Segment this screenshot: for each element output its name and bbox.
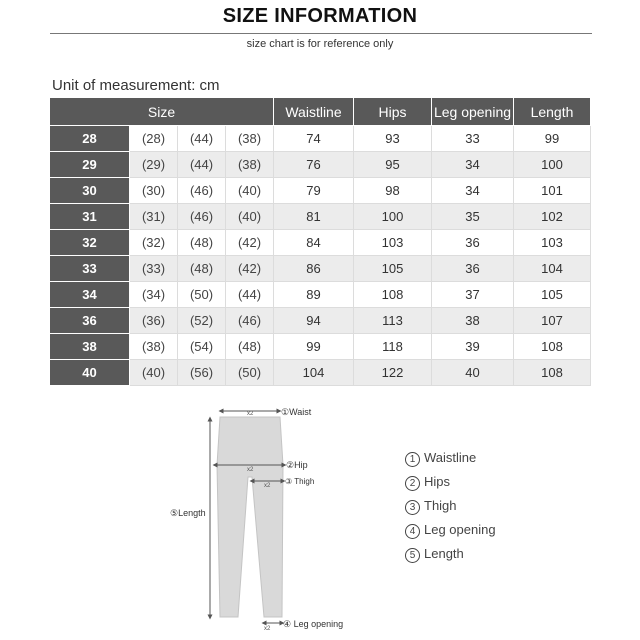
- legend-label: Leg opening: [424, 522, 496, 537]
- col-header-leg-opening: Leg opening: [432, 98, 514, 126]
- col-header-size: Size: [50, 98, 274, 126]
- alt-size-cell: (54): [178, 334, 226, 360]
- alt-size-cell: (50): [178, 282, 226, 308]
- measurement-cell: 39: [432, 334, 514, 360]
- measurement-cell: 107: [514, 308, 591, 334]
- size-cell: 38: [50, 334, 130, 360]
- alt-size-cell: (31): [130, 204, 178, 230]
- table-row: [50, 178, 591, 204]
- measurement-cell: 36: [432, 256, 514, 282]
- measurement-cell: 118: [354, 334, 432, 360]
- measurement-cell: 104: [274, 360, 354, 386]
- alt-size-cell: (29): [130, 152, 178, 178]
- alt-size-cell: (46): [226, 308, 274, 334]
- legend-item: [405, 498, 496, 522]
- col-header-length: Length: [514, 98, 591, 126]
- alt-size-cell: (40): [130, 360, 178, 386]
- alt-size-cell: (38): [226, 126, 274, 152]
- alt-size-cell: (56): [178, 360, 226, 386]
- alt-size-cell: (48): [178, 256, 226, 282]
- col-header-waistline: Waistline: [274, 98, 354, 126]
- alt-size-cell: (40): [226, 204, 274, 230]
- measurement-cell: 76: [274, 152, 354, 178]
- alt-size-cell: (42): [226, 230, 274, 256]
- alt-size-cell: (34): [130, 282, 178, 308]
- thigh-x2-label: x2: [264, 483, 271, 489]
- size-table: [49, 97, 591, 386]
- alt-size-cell: (48): [226, 334, 274, 360]
- measurement-legend: [405, 450, 496, 570]
- measurement-cell: 108: [514, 334, 591, 360]
- measurement-cell: 36: [432, 230, 514, 256]
- legend-label: Thigh: [424, 498, 457, 513]
- alt-size-cell: (33): [130, 256, 178, 282]
- alt-size-cell: (30): [130, 178, 178, 204]
- measurement-cell: 89: [274, 282, 354, 308]
- alt-size-cell: (40): [226, 178, 274, 204]
- legend-item: [405, 546, 496, 570]
- size-cell: 36: [50, 308, 130, 334]
- alt-size-cell: (48): [178, 230, 226, 256]
- size-cell: 30: [50, 178, 130, 204]
- waist-x2-label: x2: [247, 411, 254, 417]
- measurement-cell: 84: [274, 230, 354, 256]
- alt-size-cell: (38): [130, 334, 178, 360]
- size-cell: 31: [50, 204, 130, 230]
- measurement-cell: 113: [354, 308, 432, 334]
- measurement-cell: 74: [274, 126, 354, 152]
- size-cell: 29: [50, 152, 130, 178]
- size-cell: 34: [50, 282, 130, 308]
- leg-opening-label: ④ Leg opening: [283, 619, 344, 629]
- legend-number: 5: [405, 548, 420, 563]
- table-row: [50, 360, 591, 386]
- page-title: SIZE INFORMATION: [222, 5, 418, 27]
- alt-size-cell: (50): [226, 360, 274, 386]
- legend-label: Length: [424, 546, 464, 561]
- alt-size-cell: (36): [130, 308, 178, 334]
- measurement-cell: 99: [274, 334, 354, 360]
- measurement-cell: 100: [354, 204, 432, 230]
- table-row: [50, 308, 591, 334]
- measurement-cell: 101: [514, 178, 591, 204]
- measurement-cell: 33: [432, 126, 514, 152]
- measurement-cell: 108: [514, 360, 591, 386]
- leg-opening-x2-label: x2: [264, 626, 271, 632]
- measurement-cell: 104: [514, 256, 591, 282]
- table-row: [50, 282, 591, 308]
- measurement-cell: 102: [514, 204, 591, 230]
- legend-item: [405, 450, 496, 474]
- measurement-cell: 38: [432, 308, 514, 334]
- table-row: [50, 204, 591, 230]
- alt-size-cell: (44): [178, 126, 226, 152]
- table-row: [50, 152, 591, 178]
- size-cell: 40: [50, 360, 130, 386]
- unit-label: Unit of measurement: cm: [52, 77, 220, 94]
- measurement-cell: 81: [274, 204, 354, 230]
- measurement-cell: 108: [354, 282, 432, 308]
- alt-size-cell: (38): [226, 152, 274, 178]
- measurement-cell: 105: [354, 256, 432, 282]
- measurement-cell: 40: [432, 360, 514, 386]
- title-divider: [50, 33, 592, 34]
- measurement-cell: 35: [432, 204, 514, 230]
- measurement-cell: 100: [514, 152, 591, 178]
- alt-size-cell: (44): [226, 282, 274, 308]
- legend-item: [405, 522, 496, 546]
- length-label: ⑤Length: [170, 508, 206, 518]
- measurement-cell: 79: [274, 178, 354, 204]
- legend-number: 4: [405, 524, 420, 539]
- legend-number: 1: [405, 452, 420, 467]
- thigh-label: ③ Thigh: [285, 477, 315, 486]
- alt-size-cell: (32): [130, 230, 178, 256]
- legend-item: [405, 474, 496, 498]
- measurement-cell: 98: [354, 178, 432, 204]
- measurement-cell: 34: [432, 152, 514, 178]
- legend-label: Hips: [424, 474, 451, 489]
- measurement-cell: 86: [274, 256, 354, 282]
- table-row: [50, 126, 591, 152]
- measurement-cell: 95: [354, 152, 432, 178]
- size-cell: 33: [50, 256, 130, 282]
- table-row: [50, 230, 591, 256]
- col-header-hips: Hips: [354, 98, 432, 126]
- measurement-cell: 34: [432, 178, 514, 204]
- alt-size-cell: (52): [178, 308, 226, 334]
- legend-number: 2: [405, 476, 420, 491]
- alt-size-cell: (46): [178, 178, 226, 204]
- legend-number: 3: [405, 500, 420, 515]
- alt-size-cell: (42): [226, 256, 274, 282]
- measurement-cell: 105: [514, 282, 591, 308]
- measurement-cell: 37: [432, 282, 514, 308]
- size-cell: 32: [50, 230, 130, 256]
- pants-diagram: [0, 395, 640, 640]
- measurement-cell: 94: [274, 308, 354, 334]
- legend-label: Waistline: [424, 450, 477, 465]
- table-header-row: [50, 98, 591, 126]
- hip-x2-label: x2: [247, 467, 254, 473]
- alt-size-cell: (28): [130, 126, 178, 152]
- table-row: [50, 256, 591, 282]
- page-subtitle: size chart is for reference only: [246, 38, 394, 50]
- measurement-cell: 103: [354, 230, 432, 256]
- measurement-cell: 103: [514, 230, 591, 256]
- measurement-cell: 122: [354, 360, 432, 386]
- measurement-cell: 99: [514, 126, 591, 152]
- waist-label: ①Waist: [281, 407, 312, 417]
- hip-label: ②Hip: [286, 460, 308, 470]
- alt-size-cell: (44): [178, 152, 226, 178]
- table-row: [50, 334, 591, 360]
- alt-size-cell: (46): [178, 204, 226, 230]
- size-cell: 28: [50, 126, 130, 152]
- pants-silhouette: [217, 417, 283, 617]
- measurement-cell: 93: [354, 126, 432, 152]
